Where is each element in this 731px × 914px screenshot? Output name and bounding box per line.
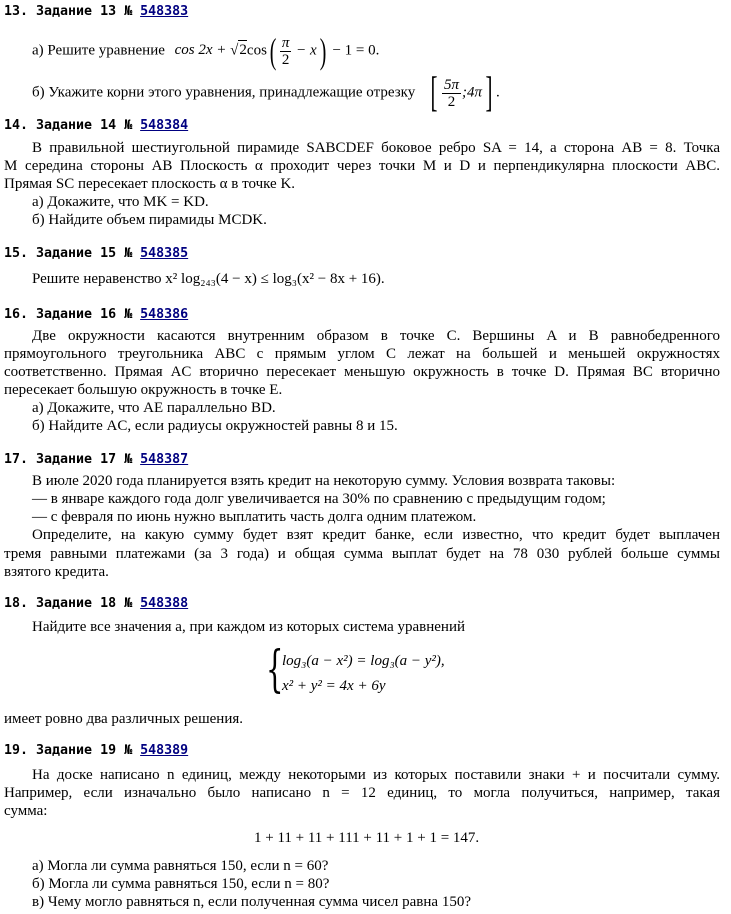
equation-tail: − 1 = 0. bbox=[328, 42, 380, 59]
task-header bbox=[4, 307, 188, 323]
task-id-link[interactable]: 548386 bbox=[140, 307, 189, 322]
equation-cos2x: cos 2x + bbox=[174, 42, 231, 59]
task-header-label: 14. Задание 14 № bbox=[4, 118, 133, 133]
task-text-line: пересекает большую окружность в точке E. bbox=[4, 382, 283, 398]
task-text-line: В июле 2020 года планируется взять кредит на некоторую сумму. Условия возврата таковы: bbox=[32, 473, 616, 489]
task-text-line: На доске написано n единиц, между некоторыми из которых поставили знаки + и посчитали сумму. bbox=[32, 767, 720, 783]
task-header-label: 17. Задание 17 № bbox=[4, 452, 133, 467]
system-equation-1: log₃(a − x²) = log₃(a − y²), bbox=[282, 653, 445, 669]
task-id-link[interactable]: 548383 bbox=[140, 4, 189, 19]
task-id-link[interactable]: 548384 bbox=[140, 118, 189, 133]
task-text-line: Решите неравенство x² log₂₄₃(4 − x) ≤ log₃(x² − 8x + 16). bbox=[32, 271, 385, 287]
task-id-link[interactable]: 548387 bbox=[140, 452, 189, 467]
task-text-line: сумма: bbox=[4, 803, 48, 819]
equation-minus-x: − x bbox=[292, 42, 317, 59]
task-text-line: Две окружности касаются внутренним образом в точке C. Вершины A и B равнобедренного bbox=[32, 328, 720, 344]
sqrt-radicand: 2 bbox=[239, 42, 247, 59]
task-header bbox=[4, 743, 188, 759]
left-paren: ( bbox=[269, 31, 277, 71]
task-text-line: Найдите все значения a, при каждом из которых система уравнений bbox=[32, 619, 466, 635]
sum-equation: 1 + 11 + 11 + 111 + 11 + 1 + 1 = 147. bbox=[254, 830, 480, 846]
task-text-line: тремя равными платежами (за 3 года) и общая сумма выплат будет на 78 030 рублей больше суммы bbox=[4, 546, 720, 562]
system-equation-2: x² + y² = 4x + 6y bbox=[282, 678, 386, 694]
task-header-label: 18. Задание 18 № bbox=[4, 596, 133, 611]
part-b: б) Могла ли сумма равняться 150, если n = 80? bbox=[32, 876, 330, 892]
part-a: а) Докажите, что AE параллельно BD. bbox=[32, 400, 276, 416]
task-header bbox=[4, 118, 188, 134]
task-text-line: M середина стороны AB Плоскость α проходит через точки M и D и перпендикулярна плоскости ABC. bbox=[4, 158, 720, 174]
task-header bbox=[4, 596, 188, 612]
task-text-line: Прямая SC пересекает плоскость α в точке K. bbox=[4, 176, 296, 192]
left-bracket: [ bbox=[430, 70, 438, 116]
part-a-prefix: а) Решите уравнение bbox=[32, 42, 165, 59]
task-header bbox=[4, 4, 188, 20]
right-bracket: ] bbox=[485, 70, 493, 116]
period: . bbox=[495, 84, 500, 101]
task-id-link[interactable]: 548385 bbox=[140, 246, 189, 261]
part-c: в) Чему могло равняться n, если полученная сумма чисел равна 150? bbox=[32, 894, 471, 910]
part-b: б) Найдите AC, если радиусы окружностей равны 8 и 15. bbox=[32, 418, 398, 434]
task-id-link[interactable]: 548389 bbox=[140, 743, 189, 758]
task-text-line: — с февраля по июнь нужно выплатить часть долга одним платежом. bbox=[32, 509, 477, 525]
task-header bbox=[4, 246, 188, 262]
task-13-part-b bbox=[32, 72, 500, 114]
sqrt-symbol: √ bbox=[230, 42, 239, 59]
task-header-label: 16. Задание 16 № bbox=[4, 307, 133, 322]
right-paren: ) bbox=[319, 31, 327, 71]
task-id-link[interactable]: 548388 bbox=[140, 596, 189, 611]
task-text-line: прямоугольного треугольника ABC с прямым углом C лежат на большей и меньшей окружностях bbox=[4, 346, 720, 362]
fraction-5pi-over-2: $\frac{5\pi}{2}$ bbox=[443, 76, 459, 110]
part-b-prefix: б) Укажите корни этого уравнения, принадлежащие отрезку bbox=[32, 84, 416, 101]
task-text-line: — в январе каждого года долг увеличивается на 30% по сравнению с предыдущим годом; bbox=[32, 491, 606, 507]
task-header-label: 15. Задание 15 № bbox=[4, 246, 133, 261]
task-header-label: 19. Задание 19 № bbox=[4, 743, 133, 758]
equation-cos: cos bbox=[246, 42, 267, 59]
task-text-line: Например, если изначально было написано n = 12 единиц, то могла получиться, например, такая bbox=[4, 785, 720, 801]
task-text-line: имеет ровно два различных решения. bbox=[4, 711, 243, 727]
part-a: а) Докажите, что MK = KD. bbox=[32, 194, 209, 210]
task-text-line: соответственно. Прямая AC вторично пересекает меньшую окружность в точке D. Прямая BC вторично bbox=[4, 364, 720, 380]
task-text-line: В правильной шестиугольной пирамиде SABCDEF боковое ребро SA = 14, а сторона AB = 8. Точка bbox=[32, 140, 720, 156]
task-header bbox=[4, 452, 188, 468]
part-a: а) Могла ли сумма равняться 150, если n = 60? bbox=[32, 858, 329, 874]
fraction-pi-over-2: $\frac{\pi}{2}$ bbox=[281, 34, 290, 68]
system-brace: { bbox=[266, 640, 284, 698]
task-13-part-a bbox=[32, 33, 379, 69]
part-b: б) Найдите объем пирамиды MCDK. bbox=[32, 212, 267, 228]
task-text-line: взятого кредита. bbox=[4, 564, 109, 580]
interval-end: ;4π bbox=[461, 84, 482, 101]
task-header-label: 13. Задание 13 № bbox=[4, 4, 133, 19]
task-text-line: Определите, на какую сумму будет взят кредит банке, если известно, что кредит будет выплачен bbox=[32, 527, 720, 543]
